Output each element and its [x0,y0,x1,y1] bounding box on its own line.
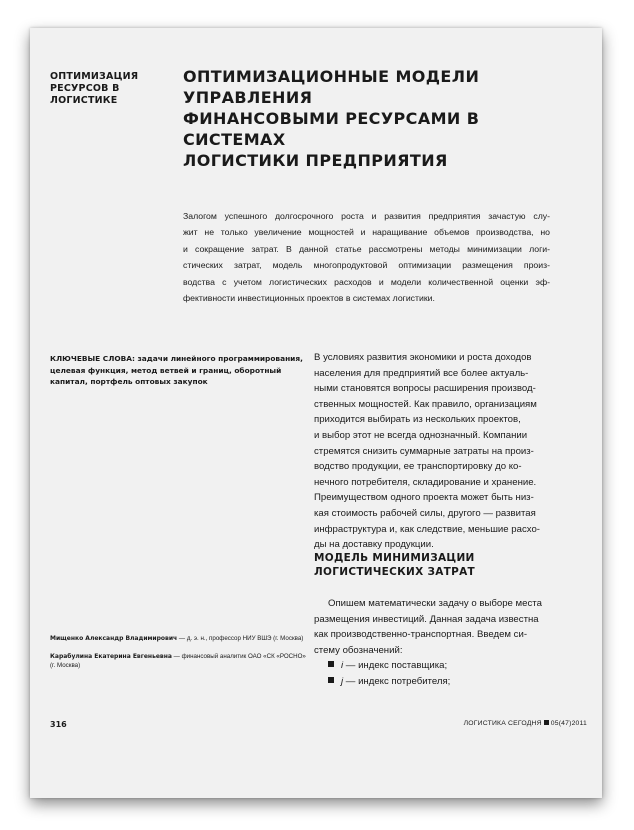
body-line: стему обозначений: [314,644,403,656]
page-number: 316 [50,720,67,729]
author-affiliation: — финансовый аналитик ОАО «СК «РОСНО» (г. Москва) [50,653,306,669]
body-line: стремятся снизить суммарные затраты на произ- [314,445,534,457]
body-line: размещения инвестиций. Данная задача известна [314,613,539,625]
body-line: и выбор этот не всегда однозначный. Компании [314,429,528,441]
body-line: инфраструктура и, как следствие, меньшие расхо- [314,523,540,535]
body-line: приходится выбирать из нескольких проектов, [314,414,521,426]
abstract-line: стических затрат, модель многопродуктовой оптимизации размещения произ- [183,260,550,271]
heading-line: ЛОГИСТИЧЕСКИХ ЗАТРАТ [314,566,475,578]
abstract-line: фективности инвестиционных проектов в системах логистики. [183,292,435,303]
author-entry [50,634,312,643]
body-intro [314,350,556,553]
list-item-text: — индекс поставщика; [343,660,448,672]
list-item [314,658,556,674]
body-line: населения для предприятий все более актуаль- [314,367,529,379]
bullet-square-icon [328,661,334,667]
body-line: ственных мощностей. Как правило, организациям [314,398,537,410]
heading-line: МОДЕЛЬ МИНИМИЗАЦИИ [314,552,475,564]
abstract-line: и сокращение затрат. В данной статье рассмотрены методы минимизации логи- [183,243,550,254]
article-title [183,66,563,171]
author-name: Карабулина Екатерина Евгеньевна [50,653,172,660]
body-line: водство продукции, ее транспортировку до ко- [314,461,522,473]
journal-issue: 05(47)2011 [550,720,587,727]
abstract-line: Залогом успешного долгосрочного роста и развития предприятия зачастую слу- [183,211,550,221]
list-item [314,674,556,690]
title-line: ЛОГИСТИКИ ПРЕДПРИЯТИЯ [183,151,448,170]
list-item-text: — индекс потребителя; [343,675,451,687]
author-info [50,634,312,679]
body-model [314,596,556,690]
body-line: ды на доставку продукции. [314,539,434,551]
section-heading [314,551,556,579]
abstract-line: жит не только увеличение мощностей и наращивание объемов производства, но [183,227,550,238]
body-line: как производственно-транспортная. Введем си- [314,629,528,641]
bullet-square-icon [328,677,334,683]
variable-symbol: i [341,660,344,672]
section-label-line: ОПТИМИЗАЦИЯ [50,71,139,82]
separator-square-icon [544,720,549,725]
abstract [183,208,550,306]
title-line: ОПТИМИЗАЦИОННЫЕ МОДЕЛИ УПРАВЛЕНИЯ [183,67,480,107]
journal-name: ЛОГИСТИКА СЕГОДНЯ [463,720,542,727]
abstract-line: водства с учетом логистических расходов и модели количественной оценки эф- [183,276,550,287]
section-label [50,71,170,107]
keywords: КЛЮЧЕВЫЕ СЛОВА: задачи линейного программирования, целевая функция, метод ветвей и границ, оборотный капитал, портфель оптовых закупок [50,354,303,387]
author-entry [50,652,312,670]
body-line: кая стоимость рабочей силы, другого — развитая [314,507,536,519]
body-line: ными становятся вопросы расширения производ- [314,383,536,395]
author-affiliation: — д. э. н., профессор НИУ ВШЭ (г. Москва) [177,635,304,642]
journal-footer [464,720,587,727]
title-line: ФИНАНСОВЫМИ РЕСУРСАМИ В СИСТЕМАХ [183,109,480,149]
author-name: Мищенко Александр Владимирович [50,635,178,642]
body-line: нечного потребителя, складирование и хранение. [314,476,537,488]
variable-symbol: j [341,675,344,687]
body-line: Преимуществом одного проекта может быть низ- [314,492,534,504]
body-line: В условиях развития экономики и роста доходов [314,352,532,363]
section-label-line: РЕСУРСОВ В ЛОГИСТИКЕ [50,83,120,106]
body-line: Опишем математически задачу о выборе места [328,598,542,609]
